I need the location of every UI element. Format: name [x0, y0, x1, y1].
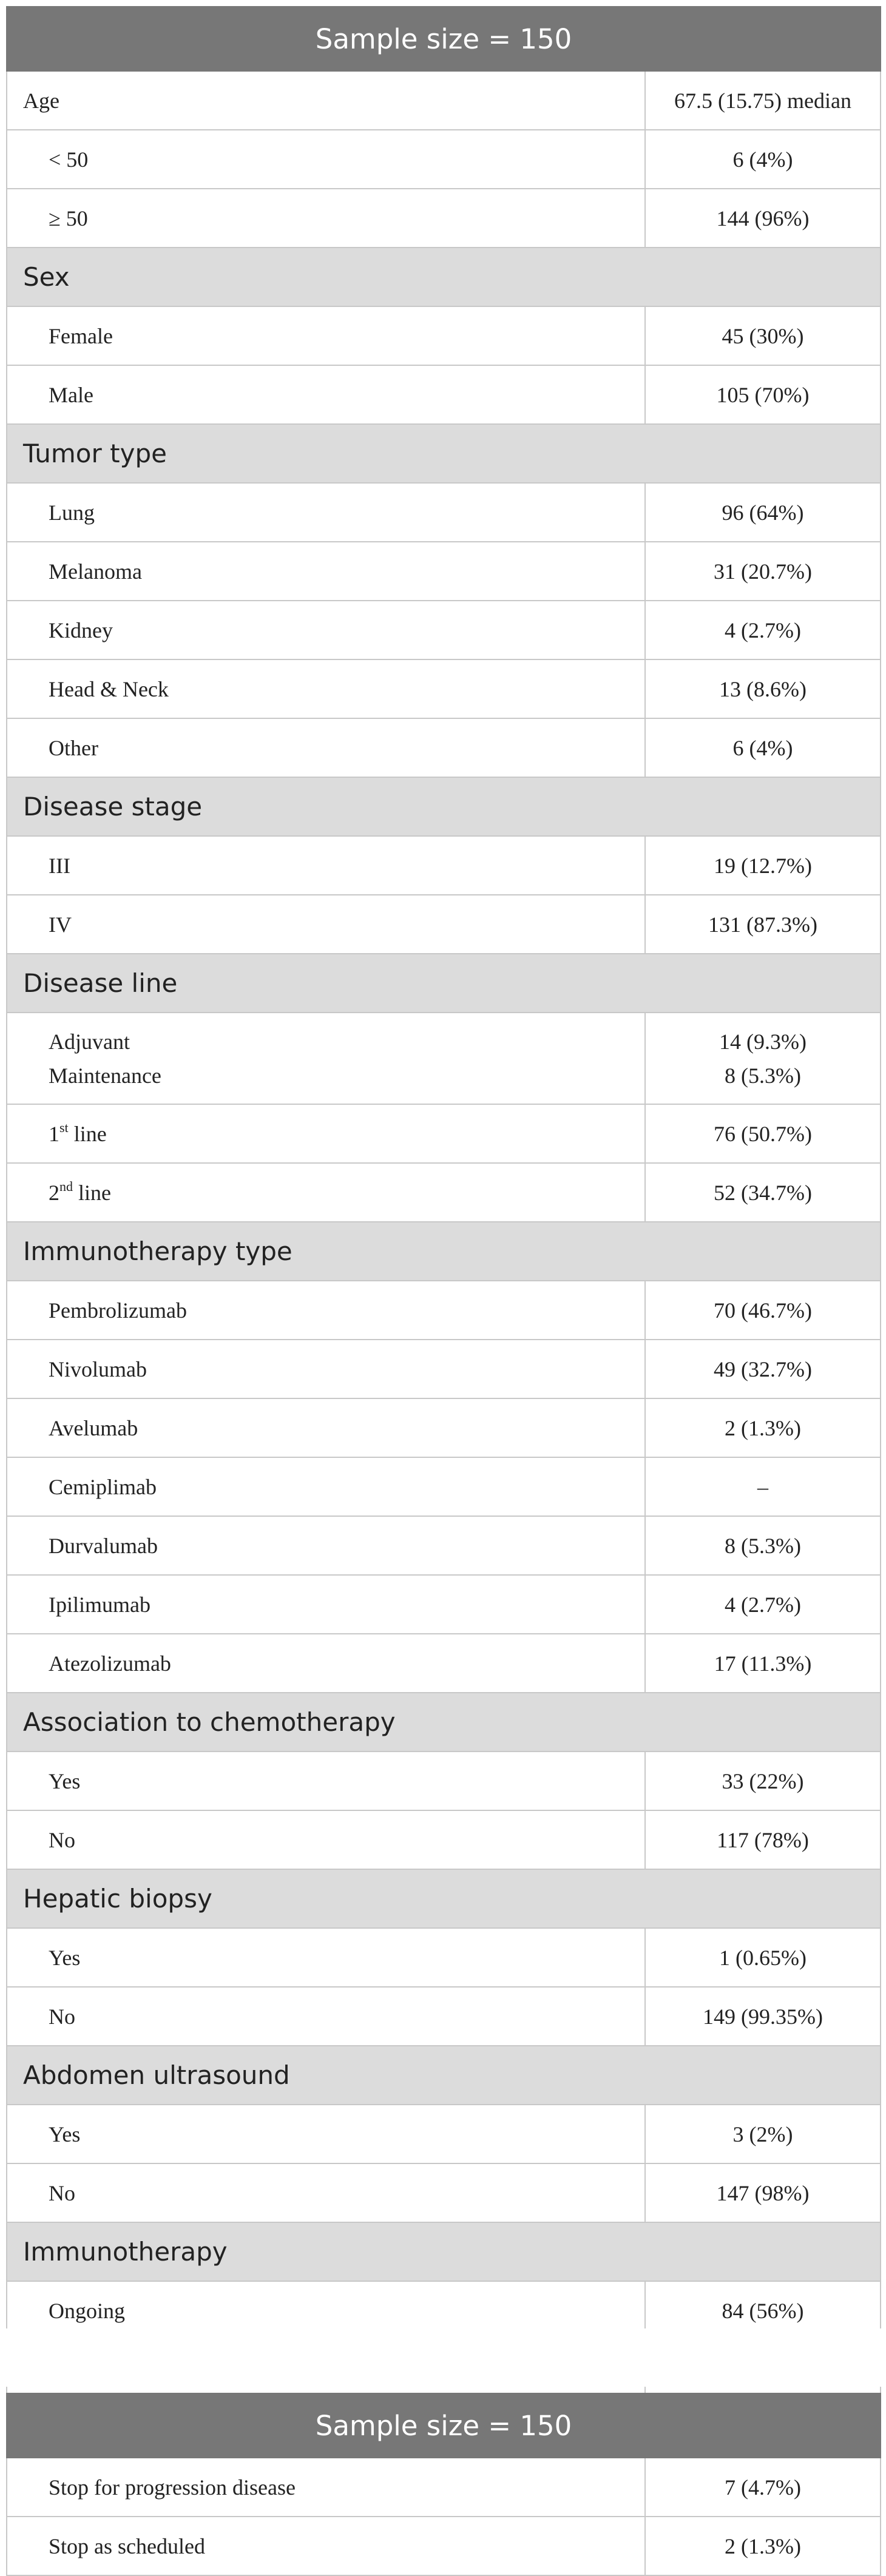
row-value: 147 (98%)	[645, 2163, 881, 2222]
row-value: 52 (34.7%)	[645, 1163, 881, 1222]
row-label: Head & Neck	[7, 659, 645, 718]
row-value: 8 (5.3%)	[645, 1516, 881, 1575]
maintenance-value: 8 (5.3%)	[725, 1063, 801, 1088]
row-value: 6 (4%)	[645, 718, 881, 777]
row-label: No	[7, 1810, 645, 1869]
row-label: Durvalumab	[7, 1516, 645, 1575]
row-value: 131 (87.3%)	[645, 895, 881, 954]
row-value: 31 (20.7%)	[645, 542, 881, 601]
row-label: Ongoing	[7, 2281, 645, 2340]
row-value	[645, 1013, 881, 1104]
row-value: 33 (22%)	[645, 1752, 881, 1810]
section-disease-line: Disease line	[7, 954, 881, 1013]
section-immunotherapy: Immunotherapy	[7, 2222, 881, 2281]
row-label: Yes	[7, 2105, 645, 2163]
row-value: 84 (56%)	[645, 2281, 881, 2340]
row-label: Nivolumab	[7, 1340, 645, 1398]
row-value: 70 (46.7%)	[645, 1281, 881, 1340]
line-word: line	[73, 1180, 111, 1205]
row-value: 4 (2.7%)	[645, 1575, 881, 1634]
row-label: Ipilimumab	[7, 1575, 645, 1634]
row-value: 2 (1.3%)	[645, 2517, 881, 2575]
ordinal-suffix: nd	[59, 1178, 73, 1194]
row-label: Male	[7, 365, 645, 424]
table-header: Sample size = 150	[7, 7, 881, 71]
section-hepatic-biopsy: Hepatic biopsy	[7, 1869, 881, 1928]
row-label	[7, 1104, 645, 1163]
row-label: Yes	[7, 1752, 645, 1810]
row-label: Yes	[7, 1928, 645, 1987]
row-value: 4 (2.7%)	[645, 601, 881, 659]
row-value: 96 (64%)	[645, 483, 881, 542]
section-sex: Sex	[7, 248, 881, 306]
row-label: No	[7, 1987, 645, 2046]
row-value: 13 (8.6%)	[645, 659, 881, 718]
row-value: 19 (12.7%)	[645, 836, 881, 895]
row-label: Melanoma	[7, 542, 645, 601]
row-label: Pembrolizumab	[7, 1281, 645, 1340]
line-word: line	[68, 1121, 107, 1146]
row-label: Female	[7, 306, 645, 365]
section-abdomen-ultrasound: Abdomen ultrasound	[7, 2046, 881, 2105]
characteristics-table-continued	[6, 2393, 881, 2576]
line-number: 2	[49, 1180, 59, 1205]
row-label: No	[7, 2163, 645, 2222]
maintenance-label: Maintenance	[49, 1063, 161, 1088]
row-value: 6 (4%)	[645, 130, 881, 189]
page-break	[0, 2328, 886, 2387]
row-label: Kidney	[7, 601, 645, 659]
row-label: Avelumab	[7, 1398, 645, 1457]
row-label: Atezolizumab	[7, 1634, 645, 1693]
ordinal-suffix: st	[59, 1119, 69, 1135]
row-label: < 50	[7, 130, 645, 189]
row-label: Lung	[7, 483, 645, 542]
row-value: 149 (99.35%)	[645, 1987, 881, 2046]
line-number: 1	[49, 1121, 59, 1146]
row-value: 3 (2%)	[645, 2105, 881, 2163]
row-label	[7, 1013, 645, 1104]
section-association-chemotherapy: Association to chemotherapy	[7, 1693, 881, 1752]
age-label: Age	[7, 71, 645, 130]
row-label: Stop for progression disease	[7, 2458, 645, 2517]
row-label: Stop as scheduled	[7, 2517, 645, 2575]
row-value: 2 (1.3%)	[645, 1398, 881, 1457]
row-value: –	[645, 1457, 881, 1516]
row-value: 49 (32.7%)	[645, 1340, 881, 1398]
row-value: 45 (30%)	[645, 306, 881, 365]
row-value: 117 (78%)	[645, 1810, 881, 1869]
row-value: 105 (70%)	[645, 365, 881, 424]
adjuvant-value: 14 (9.3%)	[719, 1029, 807, 1054]
section-immunotherapy-type: Immunotherapy type	[7, 1222, 881, 1281]
age-value: 67.5 (15.75) median	[645, 71, 881, 130]
row-value: 17 (11.3%)	[645, 1634, 881, 1693]
row-label: ≥ 50	[7, 189, 645, 248]
row-value: 76 (50.7%)	[645, 1104, 881, 1163]
row-value: 7 (4.7%)	[645, 2458, 881, 2517]
table-header: Sample size = 150	[7, 2393, 881, 2458]
section-disease-stage: Disease stage	[7, 777, 881, 836]
row-value: 144 (96%)	[645, 189, 881, 248]
row-label: III	[7, 836, 645, 895]
row-value: 1 (0.65%)	[645, 1928, 881, 1987]
row-label: Other	[7, 718, 645, 777]
characteristics-table	[6, 6, 881, 2399]
adjuvant-label: Adjuvant	[49, 1029, 130, 1054]
row-label: IV	[7, 895, 645, 954]
row-label: Cemiplimab	[7, 1457, 645, 1516]
section-tumor-type: Tumor type	[7, 424, 881, 483]
row-label	[7, 1163, 645, 1222]
